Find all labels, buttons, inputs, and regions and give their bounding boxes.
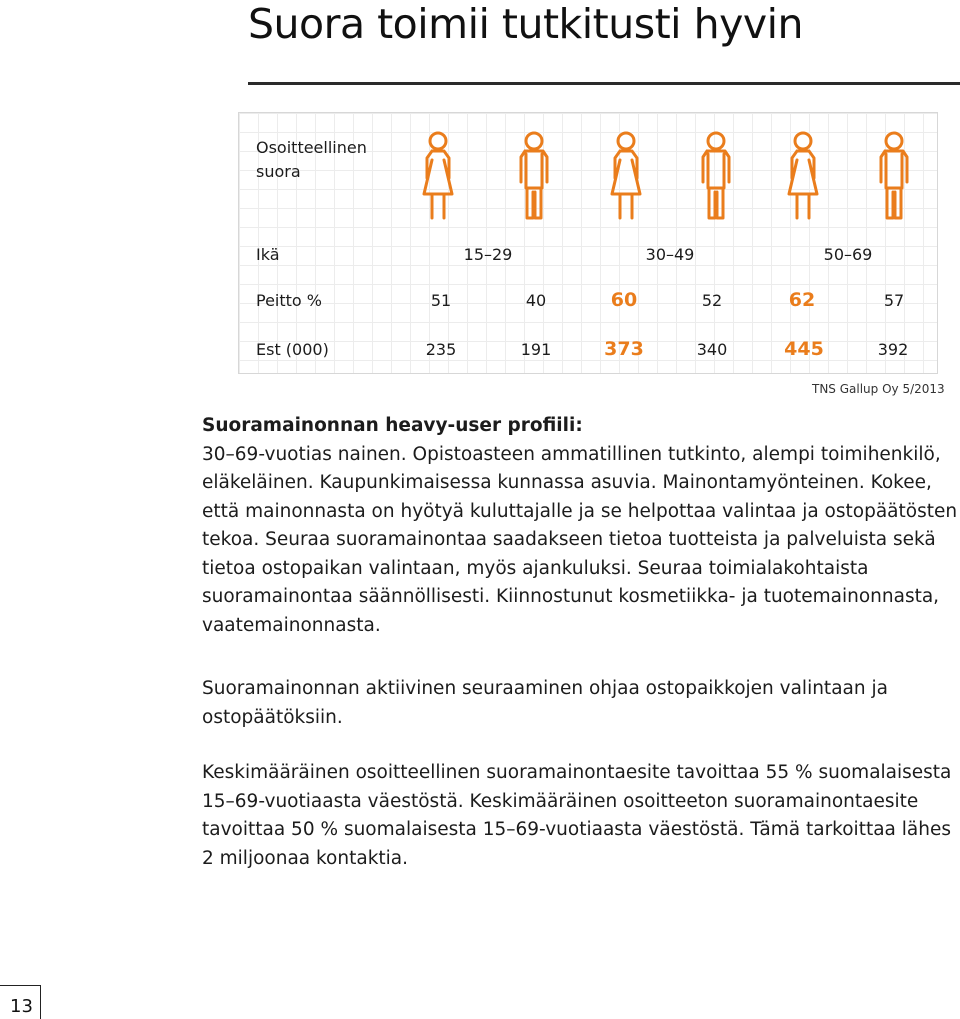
est-label: Est (000): [256, 340, 329, 359]
female-figure-icon: [783, 130, 823, 222]
reach-value: 52: [701, 291, 723, 310]
brand-label-line-1: Osoitteellinen: [256, 138, 367, 157]
est-value: 235: [425, 340, 457, 359]
title-divider: [248, 82, 960, 85]
page-title: Suora toimii tutkitusti hyvin: [248, 0, 803, 48]
est-value-highlight: 373: [604, 338, 644, 360]
reach-value: 57: [883, 291, 905, 310]
male-figure-icon: [874, 130, 914, 222]
brand-label: [256, 136, 406, 184]
male-figure-icon: [514, 130, 554, 222]
reach-label: Peitto %: [256, 291, 322, 310]
female-figure-icon: [606, 130, 646, 222]
profile-heading: Suoramainonnan heavy-user profiili:: [202, 415, 583, 436]
source-note: TNS Gallup Oy 5/2013: [812, 382, 945, 396]
profile-text: 30–69-vuotias nainen. Opistoasteen ammatillinen tutkinto, alempi toimihenkilö, eläkeläinen. Kaupunkimaisessa kunnassa asuvia. Mainontamyönteinen. Kokee, että mainonnasta on hyötyä kuluttajalle ja se helpottaa valintaa ja ostopäätösten tekoa. Seuraa suoramainontaa saadakseen tietoa tuotteista ja palveluista sekä tietoa ostopaikan valintaan, myös ajankuluksi. Seuraa toimialakohtaista suoramainontaa säännöllisesti. Kiinnostunut kosmetiikka- ja tuotemainonnasta, vaatemainonnasta.: [202, 443, 958, 636]
page-number-divider: [40, 985, 41, 1019]
age-group-50-69: 50–69: [823, 245, 873, 264]
age-label: Ikä: [256, 245, 280, 264]
age-group-15-29: 15–29: [463, 245, 513, 264]
reach-value-highlight: 62: [788, 289, 816, 311]
page-number: 13: [0, 985, 40, 1019]
male-figure-icon: [696, 130, 736, 222]
paragraph-active-following: Suoramainonnan aktiivinen seuraaminen ohjaa ostopaikkojen valintaan ja ostopäätöksiin.: [202, 678, 888, 728]
est-value: 340: [696, 340, 728, 359]
reach-value-highlight: 60: [610, 289, 638, 311]
age-group-30-49: 30–49: [645, 245, 695, 264]
brand-label-line-2: suora: [256, 162, 301, 181]
reach-value: 51: [430, 291, 452, 310]
est-value: 191: [520, 340, 552, 359]
paragraph-reach-summary: Keskimääräinen osoitteellinen suoramainontaesite tavoittaa 55 % suomalaisesta 15–69-vuotiaasta väestöstä. Keskimääräinen osoitteeton suoramainontaesite tavoittaa 50 % suomalaisesta 15–69-vuotiaasta väestöstä. Tämä tarkoittaa lähes 2 miljoonaa kontaktia.: [202, 762, 952, 869]
female-figure-icon: [418, 130, 458, 222]
est-value: 392: [877, 340, 909, 359]
heavy-user-profile: [202, 412, 958, 640]
reach-value: 40: [525, 291, 547, 310]
est-value-highlight: 445: [784, 338, 824, 360]
